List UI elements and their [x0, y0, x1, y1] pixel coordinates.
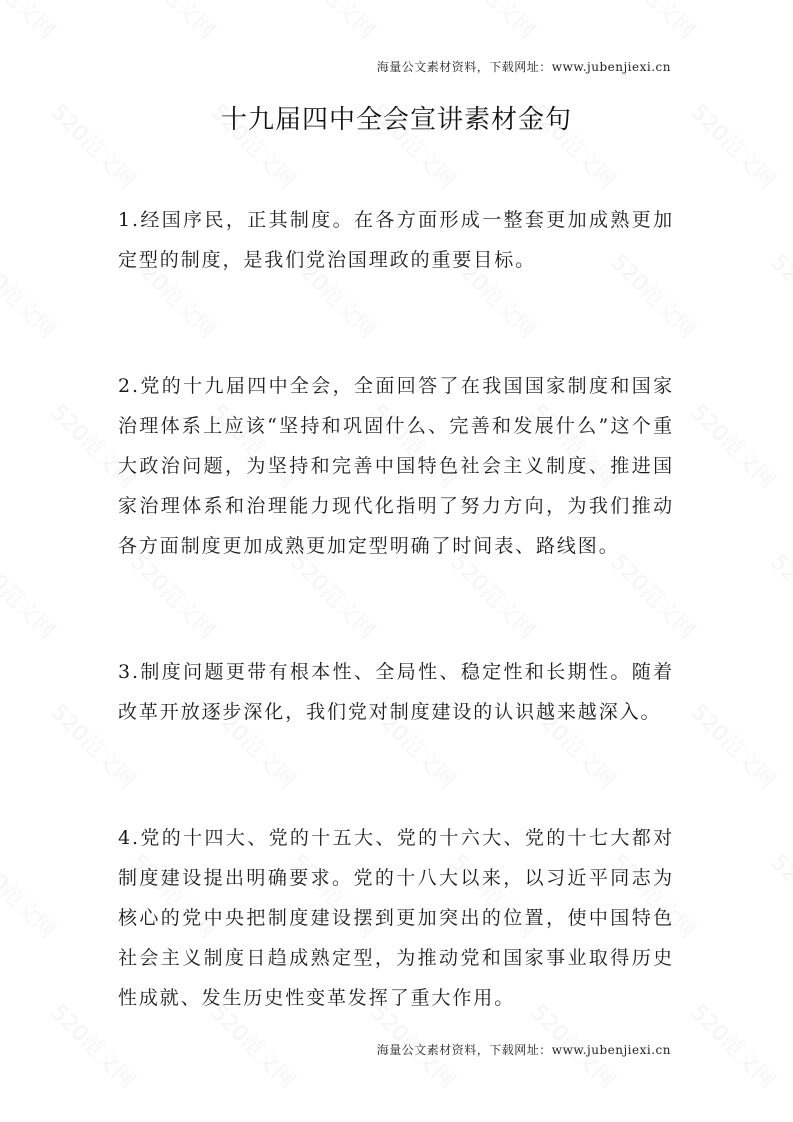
watermark-text	[0, 0, 63, 45]
footer-note: 海量公文素材资料，下载网址：www.jubenjiexi.cn	[376, 1043, 671, 1057]
watermark-text	[765, 246, 793, 344]
watermark-text	[0, 546, 63, 644]
header-note: 海量公文素材资料，下载网址：www.jubenjiexi.cn	[376, 60, 671, 74]
watermark-text	[445, 0, 543, 45]
watermark-text	[605, 0, 703, 45]
watermark-text	[285, 0, 383, 45]
watermark-text	[685, 696, 783, 794]
page-title: 十九届四中全会宣讲素材金句	[220, 105, 572, 135]
watermark-text	[765, 846, 793, 944]
paragraph-4: 4.党的十四大、党的十五大、党的十六大、党的十七大都对制度建设提出明确要求。党的十八大以来，以习近平同志为核心的党中央把制度建设摆到更加突出的位置，使中国特色社会主义制度日趋成熟定型，为推动党和国家事业取得历史性成就、发生历史性变革发挥了重大作用。	[118, 827, 674, 1009]
paragraph-1: 1.经国序民，正其制度。在各方面形成一整套更加成熟更加定型的制度，是我们党治国理政的重要目标。	[118, 209, 674, 271]
watermark-text	[685, 996, 783, 1094]
watermark-text	[0, 246, 63, 344]
paragraph-3: 3.制度问题更带有根本性、全局性、稳定性和长期性。随着改革开放逐步深化，我们党对制度建设的认识越来越深入。	[118, 661, 674, 723]
watermark-text	[0, 846, 63, 944]
watermark-text	[125, 0, 223, 45]
watermark-text	[765, 0, 793, 45]
watermark-text	[685, 396, 783, 494]
paragraph-2: 2.党的十九届四中全会，全面回答了在我国国家制度和国家治理体系上应该“坚持和巩固什么、完善和发展什么”这个重大政治问题，为坚持和完善中国特色社会主义制度、推进国家治理体系和治理能力现代化指明了努力方向，为我们推动各方面制度更加成熟更加定型明确了时间表、路线图。	[118, 375, 674, 557]
document-body	[118, 200, 674, 1103]
watermark-text	[765, 546, 793, 644]
